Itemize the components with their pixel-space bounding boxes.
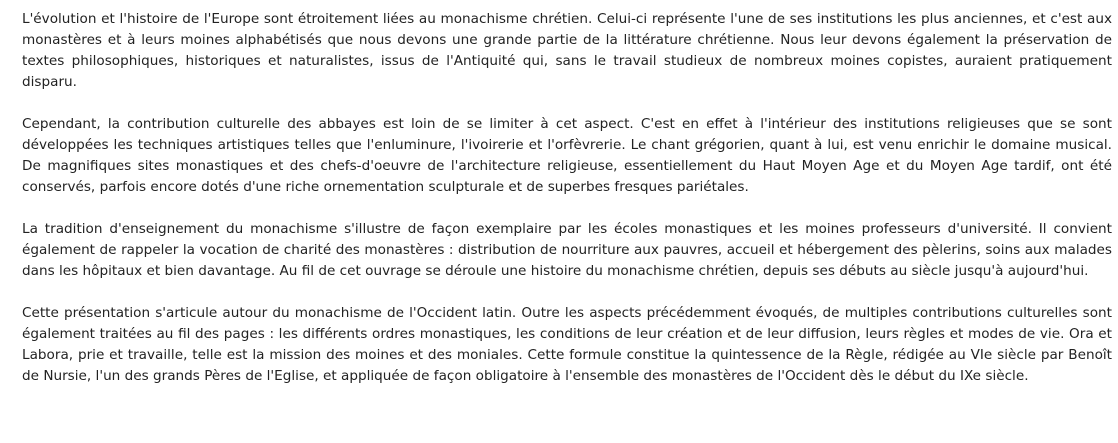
paragraph-2: Cependant, la contribution culturelle des abbayes est loin de se limiter à cet aspect. C'est en effet à l'intérieur des institutions religieuses que se sont développées les techniques artistiques telles que l'enluminure, l'ivoirerie et l'orfèvrerie. Le chant grégorien, quant à lui, est venu enrichir le domaine musical. De magnifiques sites monastiques et des chefs-d'oeuvre de l'architecture religieuse, essentiellement du Haut Moyen Age et du Moyen Age tardif, ont été conservés, parfois encore dotés d'une riche ornementation sculpturale et de superbes fresques pariétales. (22, 116, 1112, 195)
paragraph-4: Cette présentation s'articule autour du monachisme de l'Occident latin. Outre les aspects précédemment évoqués, de multiples contributions culturelles sont également traitées au fil des pages : les différents ordres monastiques, les conditions de leur création et de leur diffusion, leurs règles et modes de vie. Ora et Labora, prie et travaille, telle est la mission des moines et des moniales. Cette formule constitue la quintessence de la Règle, rédigée au VIe siècle par Benoît de Nursie, l'un des grands Pères de l'Eglise, et appliquée de façon obligatoire à l'ensemble des monastères de l'Occident dès le début du IXe siècle. (22, 305, 1112, 384)
paragraph-1: L'évolution et l'histoire de l'Europe sont étroitement liées au monachisme chrétien. Celui-ci représente l'une de ses institutions les plus anciennes, et c'est aux monastères et à leurs moines alphabétisés que nous devons une grande partie de la littérature chrétienne. Nous leur devons également la préservation de textes philosophiques, historiques et naturalistes, issus de l'Antiquité qui, sans le travail studieux de nombreux moines copistes, auraient pratiquement disparu. (22, 11, 1112, 90)
paragraph-3: La tradition d'enseignement du monachisme s'illustre de façon exemplaire par les écoles monastiques et les moines professeurs d'université. Il convient également de rappeler la vocation de charité des monastères : distribution de nourriture aux pauvres, accueil et hébergement des pèlerins, soins aux malades dans les hôpitaux et bien davantage. Au fil de cet ouvrage se déroule une histoire du monachisme chrétien, depuis ses débuts au siècle jusqu'à aujourd'hui. (22, 221, 1112, 279)
article-body (22, 9, 1112, 387)
